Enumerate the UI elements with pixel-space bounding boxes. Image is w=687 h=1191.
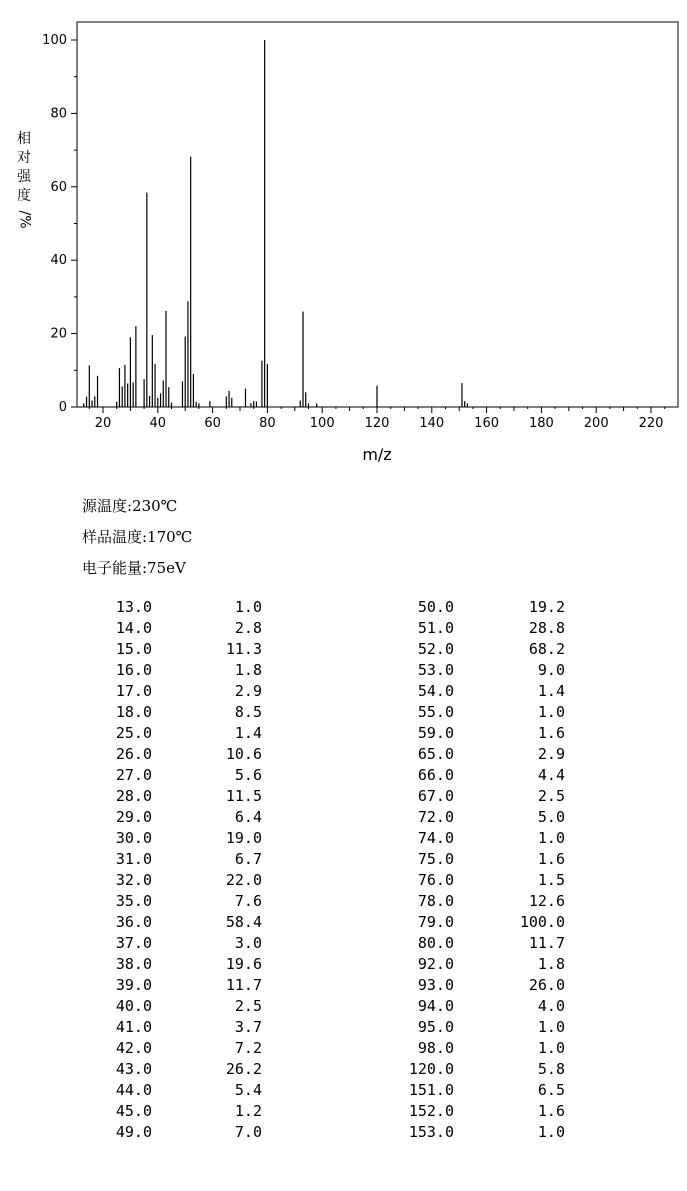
mz-value: 51.0	[417, 619, 454, 637]
intensity-value: 19.0	[225, 829, 262, 847]
intensity-value: 28.8	[528, 619, 565, 637]
intensity-value: 11.7	[225, 976, 262, 994]
mz-value: 26.0	[115, 745, 152, 763]
intensity-value: 8.5	[234, 703, 262, 721]
x-tick-label: 100	[309, 416, 335, 431]
mz-value: 30.0	[115, 829, 152, 847]
mz-value: 76.0	[417, 871, 454, 889]
mz-value: 79.0	[417, 913, 454, 931]
intensity-value: 26.2	[225, 1060, 262, 1078]
mz-value: 53.0	[417, 661, 454, 679]
plot-frame	[77, 22, 678, 407]
x-tick-label: 160	[474, 416, 500, 431]
intensity-value: 11.3	[225, 640, 262, 658]
acquisition-condition: 样品温度:170℃	[82, 528, 193, 546]
intensity-value: 5.4	[234, 1081, 262, 1099]
intensity-value: 3.7	[234, 1018, 262, 1036]
y-tick-label: 0	[58, 400, 67, 415]
intensity-value: 7.6	[234, 892, 262, 910]
intensity-value: 1.8	[234, 661, 262, 679]
mz-value: 95.0	[417, 1018, 454, 1036]
y-tick-label: 80	[50, 106, 67, 122]
intensity-value: 1.0	[537, 1123, 565, 1141]
mz-value: 120.0	[408, 1060, 454, 1078]
y-axis-label	[14, 130, 34, 229]
mz-value: 18.0	[115, 703, 152, 721]
mz-value: 55.0	[417, 703, 454, 721]
x-axis-label: m/z	[362, 445, 392, 464]
intensity-value: 1.5	[537, 871, 565, 889]
mz-value: 45.0	[115, 1102, 152, 1120]
intensity-value: 1.0	[537, 703, 565, 721]
intensity-value: 5.0	[537, 808, 565, 826]
mz-value: 153.0	[408, 1123, 454, 1141]
mz-value: 75.0	[417, 850, 454, 868]
acquisition-condition: 源温度:230℃	[82, 497, 178, 515]
intensity-value: 6.5	[537, 1081, 565, 1099]
mz-value: 43.0	[115, 1060, 152, 1078]
mz-value: 15.0	[115, 640, 152, 658]
intensity-value: 1.6	[537, 724, 565, 742]
x-tick-label: 220	[638, 416, 664, 431]
intensity-value: 1.6	[537, 850, 565, 868]
mz-value: 66.0	[417, 766, 454, 784]
intensity-value: 3.0	[234, 934, 262, 952]
intensity-value: 2.9	[234, 682, 262, 700]
mz-value: 36.0	[115, 913, 152, 931]
mz-value: 37.0	[115, 934, 152, 952]
intensity-value: 10.6	[225, 745, 262, 763]
intensity-value: 1.8	[537, 955, 565, 973]
x-tick-label: 180	[528, 416, 554, 431]
mz-value: 42.0	[115, 1039, 152, 1057]
intensity-value: 11.5	[225, 787, 262, 805]
x-tick-label: 60	[204, 416, 221, 431]
mz-value: 25.0	[115, 724, 152, 742]
intensity-value: 6.7	[234, 850, 262, 868]
intensity-value: 2.5	[234, 997, 262, 1015]
intensity-value: 4.0	[537, 997, 565, 1015]
y-tick-label: 100	[42, 33, 67, 48]
mz-value: 17.0	[115, 682, 152, 700]
mz-value: 93.0	[417, 976, 454, 994]
y-axis-label-char: 对	[17, 150, 31, 166]
intensity-value: 9.0	[537, 661, 565, 679]
intensity-value: 1.6	[537, 1102, 565, 1120]
intensity-value: 7.0	[234, 1123, 262, 1141]
mz-value: 31.0	[115, 850, 152, 868]
mz-value: 72.0	[417, 808, 454, 826]
mz-value: 54.0	[417, 682, 454, 700]
intensity-value: 1.0	[537, 829, 565, 847]
x-tick-label: 80	[259, 416, 276, 431]
intensity-value: 2.5	[537, 787, 565, 805]
intensity-value: 58.4	[225, 913, 262, 931]
intensity-value: 7.2	[234, 1039, 262, 1057]
y-tick-label: 60	[50, 179, 67, 195]
mz-value: 59.0	[417, 724, 454, 742]
mz-value: 52.0	[417, 640, 454, 658]
x-tick-label: 20	[94, 416, 112, 431]
mz-value: 151.0	[408, 1081, 454, 1099]
mz-value: 67.0	[417, 787, 454, 805]
mz-value: 39.0	[115, 976, 152, 994]
intensity-value: 68.2	[528, 640, 565, 658]
y-axis-label-unit: /%	[16, 210, 33, 229]
mz-value: 49.0	[115, 1123, 152, 1141]
x-tick-label: 120	[364, 416, 390, 431]
mz-value: 80.0	[417, 934, 454, 952]
intensity-value: 6.4	[234, 808, 262, 826]
intensity-value: 19.6	[225, 955, 262, 973]
mz-value: 32.0	[115, 871, 152, 889]
intensity-value: 19.2	[528, 598, 565, 616]
intensity-value: 5.8	[537, 1060, 565, 1078]
mz-value: 27.0	[115, 766, 152, 784]
mz-value: 41.0	[115, 1018, 152, 1036]
mz-value: 40.0	[115, 997, 152, 1015]
mz-value: 28.0	[115, 787, 152, 805]
mz-value: 65.0	[417, 745, 454, 763]
x-tick-label: 140	[419, 416, 445, 431]
acquisition-condition: 电子能量:75eV	[82, 559, 186, 577]
mz-value: 29.0	[115, 808, 152, 826]
mz-value: 98.0	[417, 1039, 454, 1057]
y-axis-label-char: 强	[17, 169, 31, 185]
mz-value: 16.0	[115, 661, 152, 679]
intensity-value: 1.2	[234, 1102, 262, 1120]
intensity-value: 22.0	[225, 871, 262, 889]
intensity-value: 11.7	[528, 934, 565, 952]
y-axis-label-char: 相	[17, 131, 31, 147]
mz-value: 78.0	[417, 892, 454, 910]
intensity-value: 1.0	[537, 1018, 565, 1036]
y-tick-label: 40	[50, 253, 67, 269]
intensity-value: 1.0	[537, 1039, 565, 1057]
intensity-value: 1.4	[234, 724, 262, 742]
mz-value: 74.0	[417, 829, 454, 847]
mass-spectrum-chart	[0, 0, 687, 470]
intensity-value: 1.4	[537, 682, 565, 700]
intensity-value: 2.8	[234, 619, 262, 637]
intensity-value: 12.6	[528, 892, 565, 910]
mz-value: 94.0	[417, 997, 454, 1015]
intensity-value: 4.4	[537, 766, 565, 784]
x-tick-label: 40	[149, 416, 167, 431]
x-tick-label: 200	[583, 416, 609, 431]
mz-value: 44.0	[115, 1081, 152, 1099]
intensity-value: 2.9	[537, 745, 565, 763]
intensity-value: 26.0	[528, 976, 565, 994]
mz-value: 38.0	[115, 955, 152, 973]
mz-value: 92.0	[417, 955, 454, 973]
mz-value: 13.0	[115, 598, 152, 616]
mz-value: 35.0	[115, 892, 152, 910]
mz-value: 50.0	[417, 598, 454, 616]
mz-value: 152.0	[408, 1102, 454, 1120]
intensity-value: 5.6	[234, 766, 262, 784]
intensity-value: 100.0	[519, 913, 565, 931]
y-axis-label-char: 度	[17, 188, 31, 204]
intensity-value: 1.0	[234, 598, 262, 616]
y-tick-label: 20	[50, 326, 67, 342]
mz-value: 14.0	[115, 619, 152, 637]
